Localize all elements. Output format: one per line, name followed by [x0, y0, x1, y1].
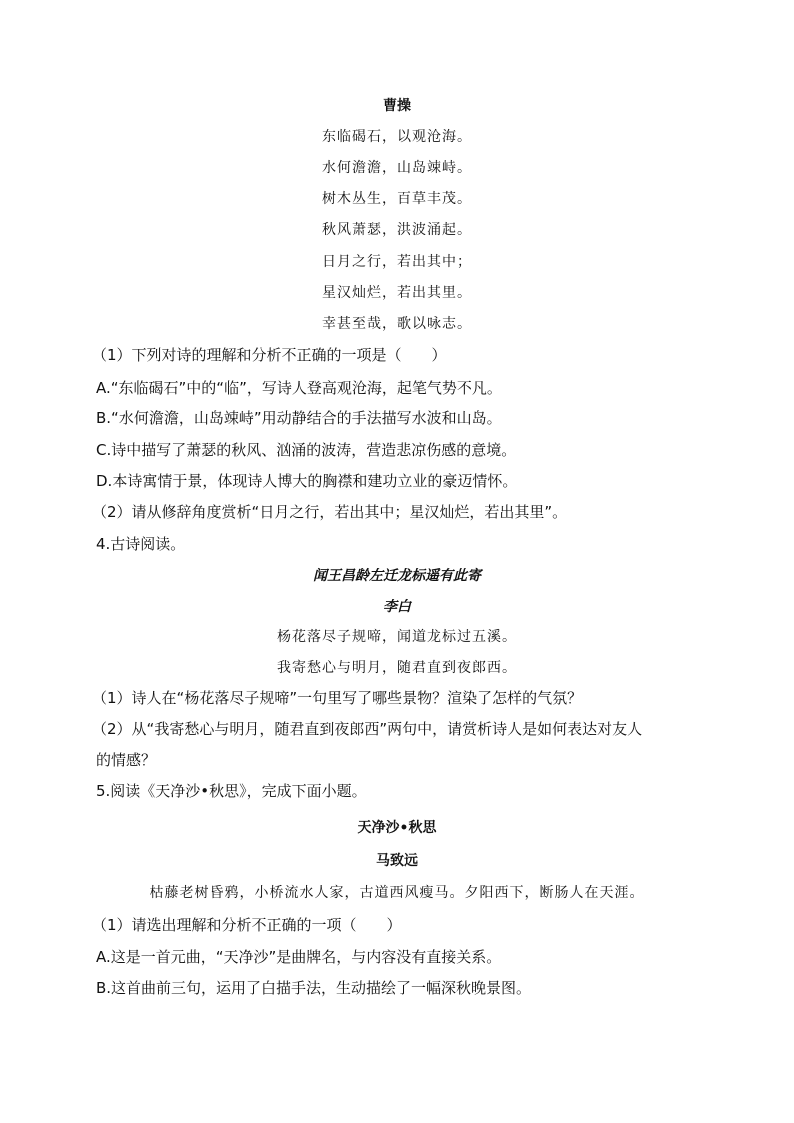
q4-sub2-cont: 的情感？	[96, 751, 157, 769]
q5-intro: 5.阅读《天净沙•秋思》，完成下面小题。	[96, 782, 367, 800]
q4-intro: 4.古诗阅读。	[96, 535, 186, 553]
q5-option-b: B.这首曲前三句，运用了白描手法，生动描绘了一幅深秋晚景图。	[96, 979, 532, 997]
q3-sub1: （1）下列对诗的理解和分析不正确的一项是（ ）	[92, 346, 447, 364]
q4-sub1: （1）诗人在“杨花落尽子规啼”一句里写了哪些景物？渲染了怎样的气氛？	[92, 689, 583, 707]
poem1-line: 东临碣石，以观沧海。	[322, 129, 472, 145]
poem1-line: 星汉灿烂，若出其里。	[322, 285, 472, 301]
poem1-line: 秋风萧瑟，洪波涌起。	[322, 222, 472, 238]
q5-option-a: A.这是一首元曲，“天净沙”是曲牌名，与内容没有直接关系。	[96, 948, 502, 966]
poem1-author: 曹操	[383, 98, 411, 114]
q3-option-b: B.“水何澹澹，山岛竦峙”用动静结合的手法描写水波和山岛。	[96, 409, 502, 427]
q5-sub1: （1）请选出理解和分析不正确的一项（ ）	[92, 916, 402, 934]
q4-sub2: （2）从“我寄愁心与明月，随君直到夜郎西”两句中，请赏析诗人是如何表达对友人	[92, 720, 643, 738]
q3-option-c: C.诗中描写了萧瑟的秋风、汹涌的波涛，营造悲凉伤感的意境。	[96, 441, 517, 459]
poem1-line: 水何澹澹，山岛竦峙。	[322, 160, 472, 176]
q4-poem-line: 我寄愁心与明月，随君直到夜郎西。	[277, 660, 517, 676]
q4-poem-author: 李白	[383, 599, 411, 615]
q5-poem-title: 天净沙•秋思	[357, 820, 437, 836]
poem1-line: 日月之行，若出其中；	[322, 254, 472, 270]
poem1-line: 幸甚至哉，歌以咏志。	[322, 316, 472, 332]
poem1-line: 树木丛生，百草丰茂。	[322, 191, 472, 207]
q3-option-a: A.“东临碣石”中的“临”，写诗人登高观沧海，起笔气势不凡。	[96, 379, 502, 397]
q5-poem-author: 马致远	[376, 853, 418, 869]
q3-option-d: D.本诗寓情于景，体现诗人博大的胸襟和建功立业的豪迈情怀。	[96, 472, 518, 490]
q3-sub2: （2）请从修辞角度赏析“日月之行，若出其中；星汉灿烂，若出其里”。	[92, 503, 568, 521]
q5-poem-line: 枯藤老树昏鸦，小桥流水人家，古道西风瘦马。夕阳西下，断肠人在天涯。	[149, 885, 645, 901]
q4-poem-line: 杨花落尽子规啼，闻道龙标过五溪。	[277, 629, 517, 645]
q4-poem-title: 闻王昌龄左迁龙标遥有此寄	[313, 568, 481, 584]
